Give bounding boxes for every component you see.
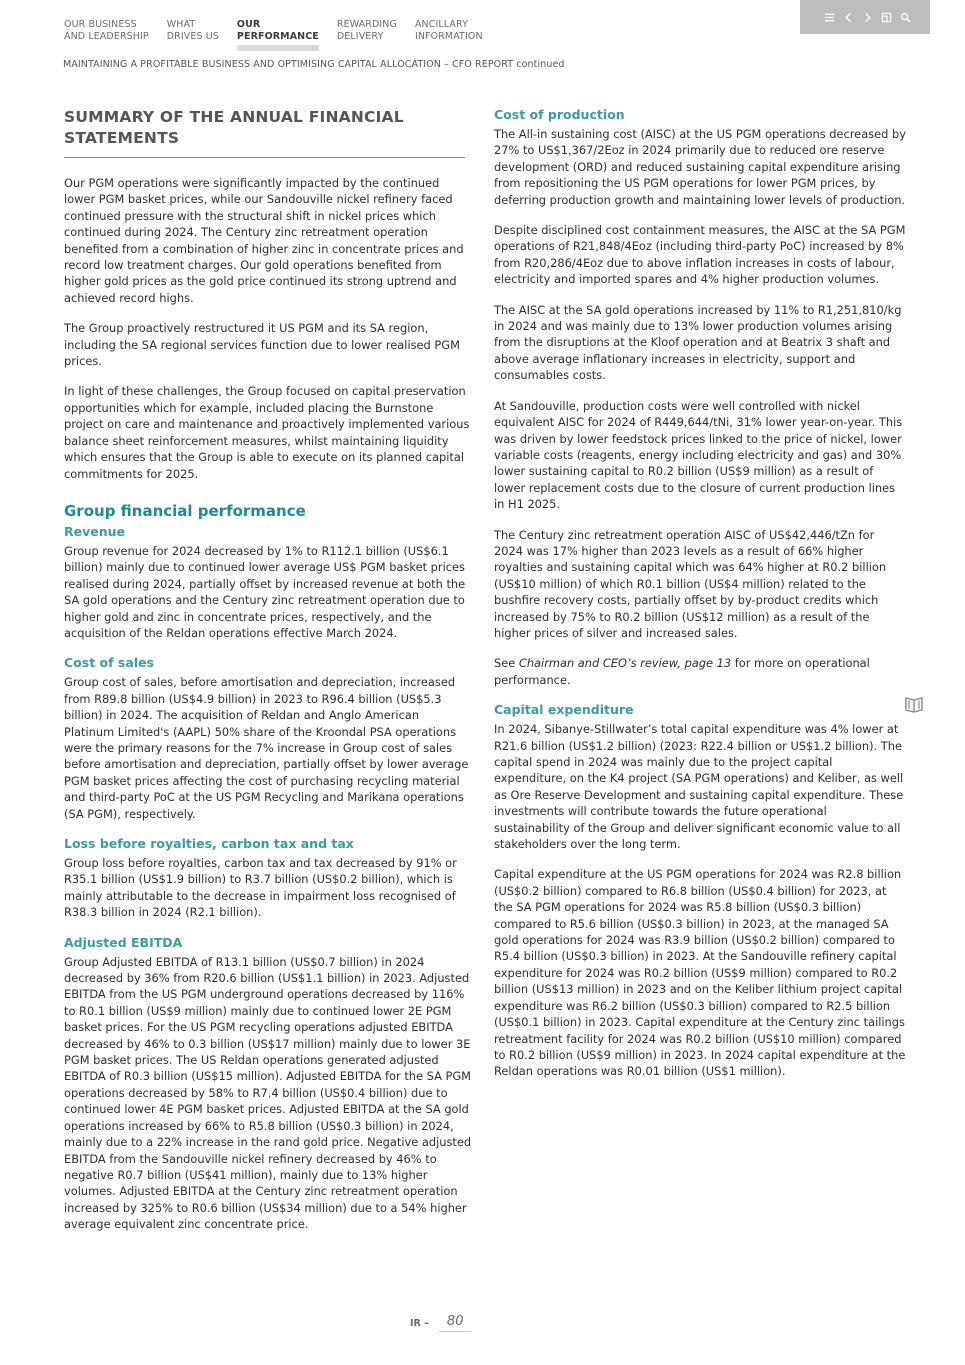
intro-paragraph: In light of these challenges, the Group focused on capital preservation opportunities which for example, included placing the Burnstone project on care and maintenance and proactively implemented various balance sheet reinforcement measures, whilst maintaining liquidity which ensures that the Group is able to execute on its planned capital commitments for 2025. bbox=[64, 384, 470, 481]
cost-of-production-heading: Cost of production bbox=[494, 107, 625, 122]
chevron-right-icon[interactable] bbox=[859, 9, 876, 26]
loss-before-royalties-paragraph: Group loss before royalties, carbon tax and tax decreased by 91% or R35.1 billion (US$1.9 billion) to R3.7 billion (US$0.2 billion), which is mainly attributable to the decrease in impairment loss recognised of R38.3 billion in 2024 (R2.1 billion). bbox=[64, 856, 457, 920]
nav-our-performance[interactable] bbox=[237, 19, 319, 51]
footer-label: IR – bbox=[410, 1317, 429, 1329]
group-financial-heading: Group financial performance bbox=[64, 501, 306, 520]
nav-label-line2: PERFORMANCE bbox=[236, 31, 319, 42]
capital-expenditure-paragraph: In 2024, Sibanye-Stillwater’s total capital expenditure was 4% lower at R21.6 billion (US$1.2 billion) (2023: R22.4 billion or US$1.2 billion). The capital spend in 2024 was mainly due to the project capital expenditure, on the K4 project (SA PGM operations) and Keliber, as well as Ore Reserve Development and sustaining capital expenditure. These investments will contribute towards the future operational sustainability of the Group and deliver significant economic value to all stakeholders over the long term. bbox=[494, 722, 904, 852]
cost-of-production-paragraph: The AISC at the SA gold operations increased by 11% to R1,251,810/kg in 2024 and was mainly due to 13% lower production volumes arising from the disruptions at the Kloof operation and at Beatrix 3 shaft and above average inflationary increases in electricity, support and consumables costs. bbox=[494, 302, 902, 383]
cost-of-sales-heading: Cost of sales bbox=[64, 655, 154, 671]
nav-label-line2: DELIVERY bbox=[336, 31, 384, 42]
search-icon[interactable] bbox=[897, 9, 914, 26]
capital-expenditure-paragraph: Capital expenditure at the US PGM operations for 2024 was R2.8 billion (US$0.2 billion) compared to R6.8 billion (US$0.4 billion) for 2023, at the SA PGM operations for 2024 was R5.8 billion (US$0.3 billion) compared to R5.6 billion (US$0.3 billion) in 2023, at the managed SA gold operations for 2024 was R3.9 billion (US$0.2 billion) compared to R5.4 billion (US$0.3 billion) in 2023. At the Sandouville refinery capital expenditure for 2024 was R0.2 billion (US$9 million) compared to R0.2 billion (US$13 million) in 2023 and on the Keliber lithium project capital expenditure was R6.2 billion (US$0.3 billion) compared to R2.5 billion (US$0.1 billion) in 2023. Capital expenditure at the Century zinc tailings retreatment facility for 2024 was R0.2 billion (US$10 million) compared to R0.2 billion (US$9 million) in 2023. In 2024 capital expenditure at the Reldan operations was R0.01 billion (US$1 million). bbox=[494, 867, 906, 1079]
page-number: 80 bbox=[439, 1314, 472, 1332]
nav-label-line2: DRIVES US bbox=[166, 31, 219, 42]
cost-of-sales-paragraph: Group cost of sales, before amortisation and depreciation, increased from R89.8 billion (US$4.9 billion) in 2023 to R96.4 billion (US$5.3 billion) in 2024. The acquisition of Reldan and Anglo American Platinum Limited's (AAPL) 50% share of the Kroondal PSA operations were the primary reasons for the 7% increase in Group cost of sales before amortisation and depreciation, partially offset by lower average PGM basket prices affecting the cost of purchasing recycling material and third-party PoC at the US PGM Recycling and Marikana operations (SA PGM), respectively. bbox=[64, 675, 469, 821]
left-column bbox=[64, 107, 472, 1247]
revenue-paragraph: Group revenue for 2024 decreased by 1% to R112.1 billion (US$6.1 billion) mainly due to continued lower average US$ PGM basket prices realised during 2024, partially offset by increased revenue at both the SA gold operations and the Century zinc retreatment operation due to higher gold and zinc in concentrate prices, respectively, and the acquisition of the Reldan operations effective March 2024. bbox=[64, 543, 466, 640]
see-prefix: See bbox=[494, 656, 519, 671]
summary-title: SUMMARY OF THE ANNUAL FINANCIAL STATEMENTS bbox=[64, 107, 465, 158]
nav-label-line1: REWARDING bbox=[336, 19, 397, 30]
cost-of-production-paragraph: The All-in sustaining cost (AISC) at the US PGM operations decreased by 27% to US$1,367/2Eoz in 2024 primarily due to reduced ore reserve development (ORD) and reduced sustaining capital expenditure arising from repositioning the US PGM operations for lower PGM prices, by deferring production growth and maintaining lower levels of production. bbox=[494, 127, 906, 207]
nav-label-line1: OUR BUSINESS bbox=[64, 19, 137, 30]
chevron-left-icon[interactable] bbox=[840, 9, 857, 26]
toolbar bbox=[800, 0, 930, 34]
nav-label-line2: INFORMATION bbox=[414, 31, 483, 42]
right-column bbox=[494, 107, 906, 1094]
nav-ancillary-information[interactable] bbox=[415, 19, 483, 51]
loss-before-royalties-heading: Loss before royalties, carbon tax and tax bbox=[64, 836, 354, 851]
page-footer bbox=[410, 1314, 471, 1332]
menu-icon[interactable] bbox=[821, 9, 838, 26]
chairman-review-link[interactable]: Chairman and CEO’s review, page 13 bbox=[518, 656, 732, 671]
intro-paragraph: Our PGM operations were significantly impacted by the continued lower PGM basket prices, while our Sandouville nickel refinery faced continued pressure with the structural shift in nickel prices which continued during 2024. The Century zinc retreatment operation benefited from a combination of higher zinc in concentrate prices and record low treatment charges. Our gold operations benefited from higher gold prices as the gold price continued its strong uptrend and achieved record highs. bbox=[64, 176, 464, 305]
nav-label-line1: ANCILLARY bbox=[414, 19, 468, 30]
capital-expenditure-heading: Capital expenditure bbox=[494, 702, 634, 718]
adjusted-ebitda-paragraph: Group Adjusted EBITDA of R13.1 billion (US$0.7 billion) in 2024 decreased by 36% from R20.6 billion (US$1.1 billion) in 2023. Adjusted EBITDA from the US PGM underground operations decreased by 116% to R0.1 billion (US$9 million) mainly due to continued lower 2E PGM basket prices. For the US PGM recycling operations adjusted EBITDA decreased by 46% to 0.3 billion (US$17 million) mainly due to lower 3E PGM basket prices. The US Reldan operations generated adjusted EBITDA of R0.3 billion (US$15 million). Adjusted EBITDA for the SA PGM operations decreased by 58% to R7.4 billion (US$0.4 billion) due to continued lower 4E PGM basket prices. Adjusted EBITDA at the SA gold operations increased by 66% to R5.8 billion (US$0.3 billion) in 2024, mainly due to a 22% increase in the rand gold price. Negative adjusted EBITDA from the Sandouville nickel refinery decreased by 46% to negative R0.7 billion (US$41 million), mainly due to 13% higher volumes. Adjusted EBITDA at the Century zinc retreatment operation increased by 325% to R0.6 billion (US$34 million) due to a 54% higher average equivalent zinc concentrate price. bbox=[64, 954, 472, 1232]
nav-what-drives-us[interactable] bbox=[167, 19, 219, 51]
cost-of-production-paragraph: Despite disciplined cost containment measures, the AISC at the SA PGM operations of R21,848/4Eoz (including third-party PoC) increased by 8% from R20,286/4Eoz due to above inflation increases in costs of labour, electricity and imported spares and 4% higher production volumes. bbox=[494, 223, 906, 287]
cost-of-production-paragraph: The Century zinc retreatment operation AISC of US$42,446/tZn for 2024 was 17% higher than 2023 levels as a result of 66% higher royalties and sustaining capital which was 64% higher at R0.2 billion (US$10 million) of which R0.1 billion (US$4 million) related to the bushfire recovery costs, partially offset by by-product credits which increased by 75% to R0.2 billion (US$12 million) as a result of the higher prices of silver and increased sales. bbox=[494, 527, 887, 640]
nav-label-line1: OUR bbox=[236, 19, 261, 30]
nav-rewarding-delivery[interactable] bbox=[337, 19, 397, 51]
see-suffix: for more on operational performance. bbox=[494, 656, 870, 687]
cost-of-production-paragraph: At Sandouville, production costs were well controlled with nickel equivalent AISC for 2024 of R449,644/tNi, 31% lower year-on-year. This was driven by lower feedstock prices linked to the price of nickel, lower variable costs (reagents, energy including electricity and gas) and 30% lower sustaining capital to R0.2 billion (US$9 million) as a result of lower replacement costs due to the closure of current production lines in H1 2025. bbox=[494, 398, 903, 512]
nav-our-business[interactable] bbox=[64, 19, 149, 51]
nav-label-line1: WHAT bbox=[166, 19, 196, 30]
home-icon[interactable] bbox=[878, 9, 895, 26]
intro-paragraph: The Group proactively restructured it US PGM and its SA region, including the SA regional services function due to lower realised PGM prices. bbox=[64, 321, 460, 369]
adjusted-ebitda-heading: Adjusted EBITDA bbox=[64, 934, 183, 950]
top-navigation bbox=[64, 19, 501, 51]
section-breadcrumb: MAINTAINING A PROFITABLE BUSINESS AND OPTIMISING CAPITAL ALLOCATION – CFO REPORT continued bbox=[63, 59, 565, 70]
nav-label-line2: AND LEADERSHIP bbox=[64, 31, 149, 42]
book-icon[interactable] bbox=[904, 694, 924, 714]
revenue-heading: Revenue bbox=[64, 523, 126, 539]
see-also-paragraph bbox=[494, 655, 906, 688]
